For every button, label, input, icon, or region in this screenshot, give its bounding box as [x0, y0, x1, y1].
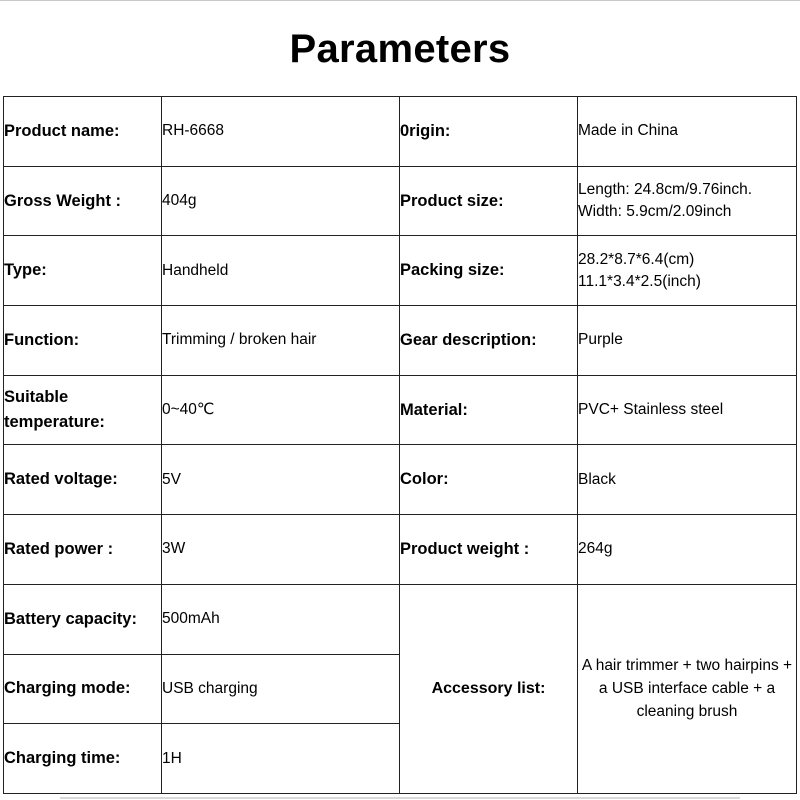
param-value	[162, 515, 400, 585]
param-label: Rated power :	[4, 515, 162, 585]
param-value-line: 11.1*3.4*2.5(inch)	[578, 272, 701, 290]
param-value-line: RH-6668	[162, 122, 225, 140]
param-value-line: PVC+ Stainless steel	[578, 401, 724, 419]
param-value-line: 0~40℃	[162, 401, 215, 419]
param-label: Suitable temperature:	[4, 375, 162, 445]
param-value	[578, 375, 797, 445]
table-row	[4, 166, 797, 236]
parameters-table-body	[4, 97, 797, 794]
param-value	[162, 445, 400, 515]
table-row	[4, 306, 797, 376]
param-label: Material:	[400, 375, 578, 445]
param-value-line: Purple	[578, 331, 623, 349]
table-row	[4, 236, 797, 306]
param-value-line: Handheld	[162, 261, 229, 279]
table-row	[4, 97, 797, 167]
table-row	[4, 515, 797, 585]
param-value-line: Made in China	[578, 122, 678, 140]
param-label: Type:	[4, 236, 162, 306]
table-row	[4, 375, 797, 445]
param-value-line: Length: 24.8cm/9.76inch.	[578, 181, 753, 199]
param-value	[578, 306, 797, 376]
param-value-line: 500mAh	[162, 610, 220, 628]
param-value	[578, 236, 797, 306]
param-value-line: 404g	[162, 192, 197, 210]
param-value	[162, 236, 400, 306]
param-label: Battery capacity:	[4, 584, 162, 654]
param-label: Product weight :	[400, 515, 578, 585]
param-label: Color:	[400, 445, 578, 515]
parameters-table	[3, 96, 797, 794]
param-value	[578, 445, 797, 515]
param-value	[578, 166, 797, 236]
param-value	[162, 584, 400, 654]
bottom-divider	[60, 797, 740, 799]
param-value-line: 28.2*8.7*6.4(cm)	[578, 250, 695, 268]
table-row	[4, 584, 797, 654]
param-label: Product name:	[4, 97, 162, 167]
param-value-line: USB charging	[162, 679, 258, 697]
param-value-line: 3W	[162, 540, 186, 558]
param-value-line: 264g	[578, 540, 613, 558]
top-divider	[0, 0, 800, 1]
param-value	[578, 97, 797, 167]
param-value-line: 1H	[162, 749, 182, 767]
param-value-line: Black	[578, 470, 616, 488]
param-label: Packing size:	[400, 236, 578, 306]
param-value	[162, 166, 400, 236]
param-value	[162, 654, 400, 724]
page-title: Parameters	[289, 27, 511, 71]
param-value-line: Trimming / broken hair	[162, 331, 317, 349]
param-label: Product size:	[400, 166, 578, 236]
accessory-list-label: Accessory list:	[400, 584, 578, 793]
param-label: Charging mode:	[4, 654, 162, 724]
param-label: Rated voltage:	[4, 445, 162, 515]
param-value-line: Width: 5.9cm/2.09inch	[578, 203, 732, 221]
param-label: Function:	[4, 306, 162, 376]
param-value-line: 5V	[162, 470, 181, 488]
param-value	[162, 97, 400, 167]
param-value	[162, 306, 400, 376]
param-value	[162, 724, 400, 794]
param-value	[162, 375, 400, 445]
accessory-list-value: A hair trimmer + two hairpins + a USB interface cable + a cleaning brush	[578, 584, 797, 793]
param-label: Charging time:	[4, 724, 162, 794]
param-label: 0rigin:	[400, 97, 578, 167]
param-value	[578, 515, 797, 585]
param-label: Gross Weight :	[4, 166, 162, 236]
param-label: Gear description:	[400, 306, 578, 376]
table-row	[4, 445, 797, 515]
